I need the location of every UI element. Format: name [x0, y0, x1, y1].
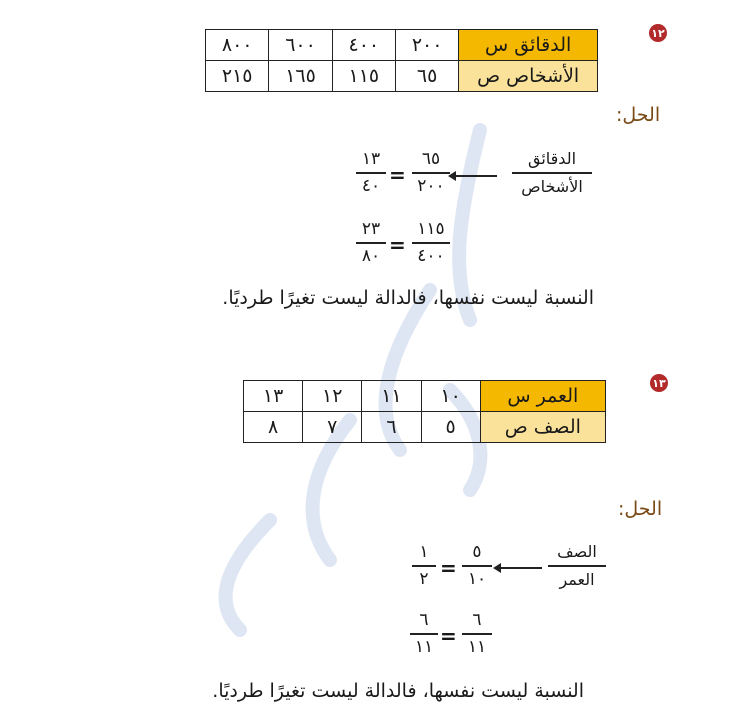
fraction: ١١٥ ٤٠٠ — [412, 221, 450, 265]
table-cell: ١٦٥ — [269, 61, 332, 92]
table-cell: ٢١٥ — [206, 61, 269, 92]
row-header-age: العمر س — [480, 381, 605, 412]
table-cell: ٤٠٠ — [332, 30, 395, 61]
table-cell: ٢٠٠ — [395, 30, 458, 61]
ratio-label-numerator: الدقائق — [527, 149, 577, 168]
arrow-icon — [455, 175, 497, 177]
equals-sign: = — [389, 233, 406, 257]
table-cell: ٦٥ — [395, 61, 458, 92]
fraction: ٦٥ ٢٠٠ — [412, 151, 450, 195]
row-header-people: الأشخاص ص — [459, 61, 598, 92]
table-cell: ١٣ — [244, 381, 303, 412]
table-cell: ٨٠٠ — [206, 30, 269, 61]
table-cell: ١١ — [362, 381, 421, 412]
solution-label: الحل: — [616, 104, 661, 126]
fraction: ٢٣ ٨٠ — [356, 221, 386, 265]
solution-label: الحل: — [618, 498, 663, 520]
table-row — [206, 61, 598, 92]
table-row — [244, 412, 606, 443]
table-cell: ٨ — [244, 412, 303, 443]
conclusion-text: النسبة ليست نفسها، فالدالة ليست تغيرًا طرديًا. — [222, 287, 594, 309]
ratio-label-denominator: الأشخاص — [521, 176, 583, 196]
table-cell: ١٢ — [303, 381, 362, 412]
fraction: ٥ ١٠ — [462, 544, 492, 588]
table-cell: ٧ — [303, 412, 362, 443]
row-header-grade: الصف ص — [480, 412, 605, 443]
equals-sign: = — [440, 556, 457, 580]
table-row — [244, 381, 606, 412]
ratio-label — [548, 544, 606, 588]
row-header-minutes: الدقائق س — [459, 30, 598, 61]
problem-number-badge: ١٢ — [649, 24, 667, 42]
table-row — [206, 30, 598, 61]
table-cell: ٦٠٠ — [269, 30, 332, 61]
data-table — [243, 380, 606, 443]
ratio-label-numerator: الصف — [557, 542, 597, 561]
fraction: ٦ ١١ — [462, 612, 492, 656]
equals-sign: = — [389, 163, 406, 187]
table-cell: ١١٥ — [332, 61, 395, 92]
fraction: ١ ٢ — [412, 544, 436, 588]
table-cell: ١٠ — [421, 381, 480, 412]
problem-number-badge: ١٣ — [650, 374, 668, 392]
ratio-label — [512, 151, 592, 195]
fraction: ١٣ ٤٠ — [356, 151, 386, 195]
table-cell: ٥ — [421, 412, 480, 443]
conclusion-text: النسبة ليست نفسها، فالدالة ليست تغيرًا طرديًا. — [212, 680, 584, 702]
arrow-icon — [500, 567, 542, 569]
data-table — [205, 29, 598, 92]
table-cell: ٦ — [362, 412, 421, 443]
equals-sign: = — [440, 624, 457, 648]
ratio-label-denominator: العمر — [559, 569, 595, 589]
fraction: ٦ ١١ — [410, 612, 438, 656]
